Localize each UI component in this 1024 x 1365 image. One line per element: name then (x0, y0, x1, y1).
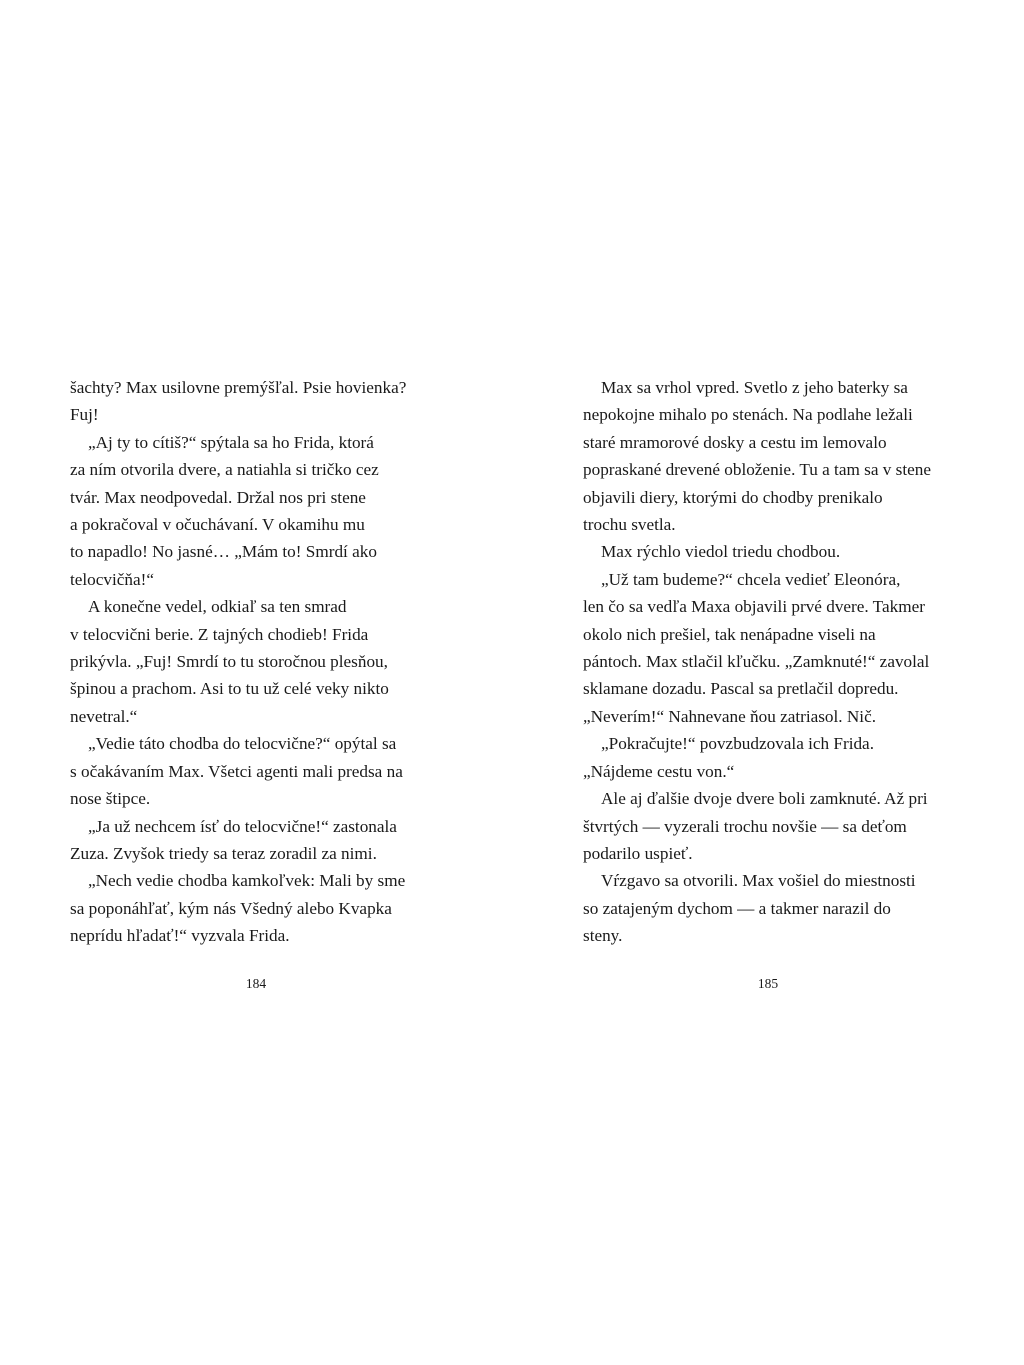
text-line: sklamane dozadu. Pascal sa pretlačil dopredu. (583, 679, 899, 699)
text-line: „Neverím!“ Nahnevane ňou zatriasol. Nič. (583, 706, 877, 726)
text-line: prikývla. „Fuj! Smrdí to tu storočnou plesňou, (70, 652, 388, 672)
text-line: sa poponáhľať, kým nás Všedný alebo Kvapka (70, 898, 392, 918)
left-page-text (70, 374, 460, 950)
text-line: špinou a prachom. Asi to tu už celé veky nikto (70, 679, 389, 699)
text-line: staré mramorové dosky a cestu im lemovalo (583, 432, 887, 452)
text-line: steny. (583, 926, 623, 946)
text-line: Ale aj ďalšie dvoje dvere boli zamknuté. Až pri (601, 789, 928, 809)
right-page-text (583, 374, 973, 950)
text-line: Max sa vrhol vpred. Svetlo z jeho baterky sa (601, 378, 908, 397)
text-line: trochu svetla. (583, 515, 676, 535)
text-line: neprídu hľadať!“ vyzvala Frida. (70, 926, 290, 946)
text-line: podarilo uspieť. (583, 843, 693, 863)
text-line: „Pokračujte!“ povzbudzovala ich Frida. (601, 734, 874, 754)
text-line: v telocvični berie. Z tajných chodieb! Frida (70, 624, 369, 644)
text-line: objavili diery, ktorými do chodby prenikalo (583, 487, 883, 507)
page-number-left: 184 (245, 976, 267, 991)
text-line: nepokojne mihalo po stenách. Na podlahe ležali (583, 405, 913, 425)
text-line: a pokračoval v očuchávaní. V okamihu mu (70, 515, 365, 535)
page-number-right: 185 (757, 976, 779, 991)
text-line: šachty? Max usilovne premýšľal. Psie hovienka? (70, 378, 407, 397)
text-line: tvár. Max neodpovedal. Držal nos pri stene (70, 487, 366, 507)
text-line: Max rýchlo viedol triedu chodbou. (601, 542, 841, 562)
text-line: Vŕzgavo sa otvorili. Max vošiel do miestnosti (601, 871, 916, 891)
text-line: „Nech vedie chodba kamkoľvek: Mali by sme (88, 871, 406, 891)
text-line: Fuj! (70, 405, 99, 425)
text-line: „Ja už nechcem ísť do telocvične!“ zastonala (88, 816, 397, 836)
text-line: popraskané drevené obloženie. Tu a tam sa v stene (583, 460, 931, 480)
text-line: Zuza. Zvyšok triedy sa teraz zoradil za nimi. (70, 843, 377, 863)
text-line: telocvičňa!“ (70, 569, 154, 589)
text-line: A konečne vedel, odkiaľ sa ten smrad (88, 597, 347, 617)
text-line: „Aj ty to cítiš?“ spýtala sa ho Frida, ktorá (88, 432, 374, 452)
text-line: to napadlo! No jasné… „Mám to! Smrdí ako (70, 542, 377, 562)
text-line: nose štipce. (70, 789, 151, 809)
text-line: štvrtých — vyzerali trochu novšie — sa deťom (583, 816, 907, 836)
text-line: s očakávaním Max. Všetci agenti mali predsa na (70, 761, 403, 781)
text-line: nevetral.“ (70, 706, 138, 726)
text-line: so zatajeným dychom — a takmer narazil do (583, 898, 891, 918)
text-line: len čo sa vedľa Maxa objavili prvé dvere. Takmer (583, 597, 925, 617)
text-line: „Nájdeme cestu von.“ (583, 761, 735, 781)
text-line: pántoch. Max stlačil kľučku. „Zamknuté!“ zavolal (583, 652, 930, 672)
text-line: „Už tam budeme?“ chcela vedieť Eleonóra, (601, 569, 901, 589)
text-line: za ním otvorila dvere, a natiahla si tričko cez (70, 460, 379, 480)
text-line: „Vedie táto chodba do telocvične?“ opýtal sa (88, 734, 397, 754)
text-line: okolo nich prešiel, tak nenápadne viseli na (583, 624, 876, 644)
